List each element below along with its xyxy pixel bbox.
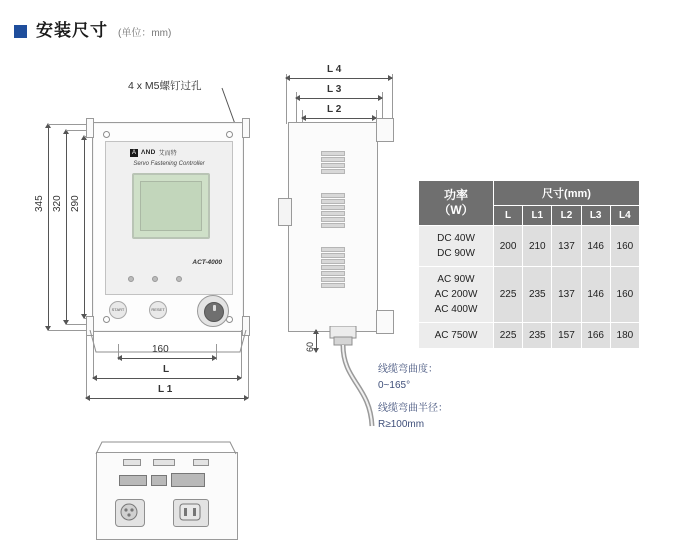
spec-cell-L4: 160 — [610, 267, 639, 323]
spec-header-L: L — [494, 206, 523, 226]
spec-row-label-line: AC 90W — [437, 274, 475, 285]
spec-cell-L: 200 — [494, 226, 523, 267]
front-view-body — [92, 122, 244, 332]
spec-cell-L4: 180 — [610, 323, 639, 349]
dim-L-ext-left — [93, 330, 94, 378]
dim-L4-ext-left — [286, 74, 287, 124]
spec-table-body — [419, 226, 640, 349]
vent-slot — [321, 211, 345, 216]
table-row — [419, 323, 640, 349]
spec-row-label-line: AC 400W — [434, 304, 478, 315]
spec-cell-L1: 235 — [523, 323, 552, 349]
page-subtitle: (单位：mm) — [118, 28, 172, 39]
vent-slot — [321, 253, 345, 258]
spec-header-power-line2: （W） — [438, 203, 474, 217]
device-model-label: ACT-4000 — [192, 259, 222, 266]
dim-L4-ext-right — [392, 74, 393, 124]
vent-slot — [321, 259, 345, 264]
spec-row-label-dc — [419, 226, 494, 267]
spec-header-L4: L4 — [610, 206, 639, 226]
spec-cell-L2: 157 — [552, 323, 581, 349]
side-bracket-top — [376, 118, 394, 142]
selector-knob[interactable] — [197, 295, 229, 327]
spec-header-L1: L1 — [523, 206, 552, 226]
spec-row-label-line: AC 750W — [434, 330, 478, 341]
spec-row-label-line: DC 90W — [437, 248, 475, 259]
dim-L4-arrow-right — [388, 75, 393, 81]
front-bracket-top-left — [86, 118, 94, 138]
spec-cell-L4: 160 — [610, 226, 639, 267]
dim-160-arrow-right — [212, 355, 217, 361]
dim-L-ext-right — [241, 330, 242, 378]
dim-L3-arrow-left — [295, 95, 300, 101]
bottom-connector — [123, 459, 141, 466]
vent-slot — [321, 277, 345, 282]
brand-mark-icon: A — [131, 149, 136, 156]
spec-row-label-ac750 — [419, 323, 494, 349]
bottom-port-wide — [171, 473, 205, 487]
vent-slot — [321, 199, 345, 204]
display-screen-inner — [140, 181, 202, 231]
bottom-connector — [153, 459, 175, 466]
bottom-view-top-edge — [90, 440, 242, 456]
dim-L2-label: L 2 — [327, 104, 342, 115]
vent-slot — [321, 205, 345, 210]
dim-160-line — [118, 358, 216, 359]
spec-cell-L1: 210 — [523, 226, 552, 267]
dim-L2-arrow-left — [301, 115, 306, 121]
page-title: 安装尺寸 — [36, 21, 108, 40]
spec-header-power-line1: 功率 — [443, 188, 468, 202]
spec-cell-L: 225 — [494, 267, 523, 323]
screw-hole-top-left — [103, 131, 110, 138]
device-subtitle: Servo Fastening Controller — [133, 161, 205, 167]
bottom-connector — [193, 459, 209, 466]
spec-row-label-line: DC 40W — [437, 233, 475, 244]
vent-slot — [321, 247, 345, 252]
selector-knob-pointer — [213, 305, 216, 311]
vent-slot — [321, 223, 345, 228]
dim-290-line — [84, 136, 85, 318]
side-connector-tab — [278, 198, 292, 226]
bottom-port-db — [119, 475, 147, 486]
spec-table-header-row-1 — [419, 181, 640, 206]
dim-L4-line — [286, 78, 392, 79]
dim-L3-arrow-right — [378, 95, 383, 101]
vent-slot — [321, 265, 345, 270]
dim-60-label: 60 — [305, 341, 315, 352]
led-pwr-icon — [128, 276, 134, 282]
dim-160-arrow-left — [117, 355, 122, 361]
selector-knob-inner — [204, 302, 224, 322]
dim-L4-arrow-left — [285, 75, 290, 81]
spec-cell-L1: 235 — [523, 267, 552, 323]
front-view-callout-label: 4 x M5螺钉过孔 — [128, 80, 202, 92]
dim-L-arrow-left — [92, 375, 97, 381]
dim-L4-label: L 4 — [327, 64, 342, 75]
dim-L3-label: L 3 — [327, 84, 342, 95]
dim-L1-arrow-left — [85, 395, 90, 401]
vent-slot — [321, 271, 345, 276]
reset-button[interactable]: RESET — [149, 301, 167, 319]
bottom-view-body — [96, 452, 238, 540]
dim-320-line — [66, 130, 67, 324]
page-header — [14, 16, 171, 41]
dim-L1-ext-right — [248, 336, 249, 398]
note-bend-angle-value: 0~165° — [378, 379, 411, 391]
spec-table-wrapper — [418, 180, 640, 349]
start-button[interactable]: START — [109, 301, 127, 319]
side-view-body — [288, 122, 378, 332]
dim-L-line — [93, 378, 241, 379]
dim-L-label: L — [163, 364, 170, 375]
vent-slot — [321, 169, 345, 174]
vent-slot — [321, 163, 345, 168]
table-row — [419, 267, 640, 323]
spec-cell-L2: 137 — [552, 267, 581, 323]
brand-name: ΛND — [141, 149, 156, 156]
dim-L-arrow-right — [237, 375, 242, 381]
vent-slot — [321, 283, 345, 288]
led-alm-icon — [176, 276, 182, 282]
vent-slot — [321, 193, 345, 198]
dim-345-label: 345 — [34, 195, 45, 212]
bottom-port-rj45 — [151, 475, 167, 486]
spec-header-L2: L2 — [552, 206, 581, 226]
spec-table — [418, 180, 640, 349]
front-button-group — [109, 301, 167, 319]
note-bend-radius-value: R≥100mm — [378, 418, 425, 430]
dim-L1-ext-left — [86, 336, 87, 398]
dim-L3-line — [296, 98, 382, 99]
dim-160-label: 160 — [152, 344, 169, 355]
dim-L1-line — [86, 398, 248, 399]
dim-L1-arrow-right — [244, 395, 249, 401]
spec-header-power — [419, 181, 494, 226]
table-row — [419, 226, 640, 267]
led-run-icon — [152, 276, 158, 282]
spec-cell-L3: 166 — [581, 323, 610, 349]
vent-slot — [321, 151, 345, 156]
vent-slot — [321, 157, 345, 162]
power-socket-icon — [179, 503, 201, 521]
vent-slot — [321, 217, 345, 222]
spec-cell-L2: 137 — [552, 226, 581, 267]
cable-notes — [378, 362, 448, 432]
spec-cell-L3: 146 — [581, 267, 610, 323]
brand-name-cn: 艾而特 — [158, 151, 177, 157]
dim-290-label: 290 — [70, 195, 81, 212]
circular-connector-icon — [119, 503, 139, 521]
header-accent-square — [14, 25, 27, 38]
spec-row-label-ac — [419, 267, 494, 323]
dim-L1-label: L 1 — [158, 384, 173, 395]
led-indicator-row — [128, 276, 182, 282]
spec-cell-L: 225 — [494, 323, 523, 349]
spec-row-label-line: AC 200W — [434, 289, 478, 300]
spec-header-L3: L3 — [581, 206, 610, 226]
dim-320-label: 320 — [52, 195, 63, 212]
note-bend-angle-label: 线缆弯曲度： — [378, 364, 438, 375]
spec-table-head — [419, 181, 640, 226]
spec-header-dimension-group: 尺寸(mm) — [494, 181, 640, 206]
dim-345-line — [48, 124, 49, 330]
device-display-screen — [132, 173, 210, 239]
dim-L2-line — [302, 118, 376, 119]
front-panel — [105, 141, 233, 295]
brand-logo — [130, 148, 177, 157]
screw-hole-top-right — [226, 131, 233, 138]
note-bend-radius-label: 线缆弯曲半径： — [378, 403, 448, 414]
front-bracket-top-right — [242, 118, 250, 138]
spec-cell-L3: 146 — [581, 226, 610, 267]
